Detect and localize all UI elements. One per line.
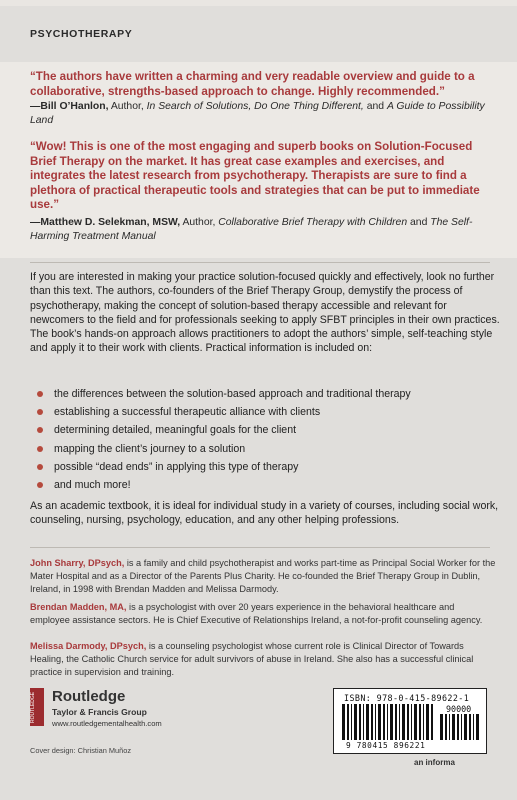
endorser-join: and xyxy=(363,101,387,112)
list-item: determining detailed, meaningful goals for the client xyxy=(30,421,490,439)
cover-design-credit: Cover design: Christian Muñoz xyxy=(30,746,132,755)
endorsement-attribution xyxy=(30,100,492,128)
author-bio xyxy=(30,557,496,596)
bullet-icon xyxy=(37,464,43,470)
list-item: establishing a successful therapeutic alliance with clients xyxy=(30,403,490,421)
endorser-titles: A Guide to Possibility Land xyxy=(30,101,485,126)
list-item: possible “dead ends” in applying this type of therapy xyxy=(30,458,490,476)
bullet-icon xyxy=(37,409,43,415)
publisher-group: Taylor & Francis Group xyxy=(52,707,147,717)
bullet-icon xyxy=(37,391,43,397)
author-name: John Sharry, DPsych, xyxy=(30,558,125,568)
list-item: mapping the client’s journey to a solution xyxy=(30,440,490,458)
author-bio xyxy=(30,601,496,627)
feature-list xyxy=(30,385,490,494)
author-bio-text: is a counseling psychologist whose current role is Clinical Director of Towards Healing, the Catholic Church service for adult survivors of abuse in Ireland. She also has a successful clinical practice in supervision and training. xyxy=(30,641,474,677)
publisher-url[interactable]: www.routledgementalhealth.com xyxy=(52,719,162,728)
endorser-name: —Bill O’Hanlon, xyxy=(30,101,109,112)
author-name: Melissa Darmody, DPsych, xyxy=(30,641,147,651)
cover-top-strip xyxy=(0,0,517,6)
academic-use-paragraph: As an academic textbook, it is ideal for individual study in a variety of courses, including social work, counseling, nursing, psychology, education, and any other helping professions. xyxy=(30,500,499,527)
description-paragraph: If you are interested in making your practice solution-focused quickly and effectively, look no further than this text. The authors, co-founders of the Brief Therapy Group, demystify the process of psychotherapy, making the concept of solution-based therapy accessible and relevant for newcomers to the field and for professionals seeking to apply SFBT principles in their own practices. The book’s hands-on approach allows practitioners to adopt the authors’ simple, self-teaching style and apply it to their work with clients. Practical information is included on: xyxy=(30,271,500,355)
endorsement-quote: “The authors have written a charming and very readable overview and guide to a collaborative, strengths-based approach to change. Highly recommended.” xyxy=(30,70,475,98)
endorsement-attribution xyxy=(30,216,492,244)
bullet-icon xyxy=(37,482,43,488)
list-item: the differences between the solution-based approach and traditional therapy xyxy=(30,385,490,403)
isbn-text: ISBN: 978-0-415-89622-1 xyxy=(344,693,470,703)
author-name: Brendan Madden, MA, xyxy=(30,602,127,612)
endorser-name: —Matthew D. Selekman, MSW, xyxy=(30,217,181,228)
price-code: 90000 xyxy=(446,704,472,714)
author-bio-text: is a family and child psychotherapist and works part-time as Principal Social Worker for the Mater Hospital and as a Director of the Parents Plus Charity. He co-founded the Brief Therapy Group in Dublin, Ireland, in 1998 with Brendan Madden and Melissa Darmody. xyxy=(30,558,496,594)
divider xyxy=(30,547,490,548)
barcode-box xyxy=(333,688,487,754)
endorser-titles: In Search of Solutions, Do One Thing Different, xyxy=(146,101,364,112)
divider xyxy=(30,262,490,263)
category-label: PSYCHOTHERAPY xyxy=(30,28,133,40)
endorsement-quote: “Wow! This is one of the most engaging and superb books on Solution-Focused Brief Therapy on the market. It has great case examples and exercises, and integrates the latest research from psychotherapy. Therapists are sure to find a plethora of practical therapeutic tools and strategies that can be put to immediate use.” xyxy=(30,140,480,211)
list-item: and much more! xyxy=(30,476,490,494)
author-bio-text: is a psychologist with over 20 years experience in the behavioral healthcare and employee assistance sectors. He is Chief Executive of Relationships Ireland, a not-for-profit counseling agency. xyxy=(30,602,483,625)
endorser-role: Author, xyxy=(108,101,147,112)
bullet-icon xyxy=(37,446,43,452)
barcode-icon xyxy=(342,704,436,740)
publisher-name: Routledge xyxy=(52,688,126,705)
bullet-icon xyxy=(37,427,43,433)
endorser-titles: The Self-Harming Treatment Manual xyxy=(30,217,473,242)
addon-barcode-icon xyxy=(440,714,480,740)
informa-label: an informa xyxy=(414,758,455,767)
routledge-logo-icon: ROUTLEDGE xyxy=(30,688,44,726)
ean-digits: 9 780415 896221 xyxy=(346,741,426,750)
endorser-join: and xyxy=(407,217,431,228)
author-bio xyxy=(30,640,496,679)
endorser-role: Author, xyxy=(180,217,219,228)
endorser-titles: Collaborative Brief Therapy with Children xyxy=(218,217,408,228)
